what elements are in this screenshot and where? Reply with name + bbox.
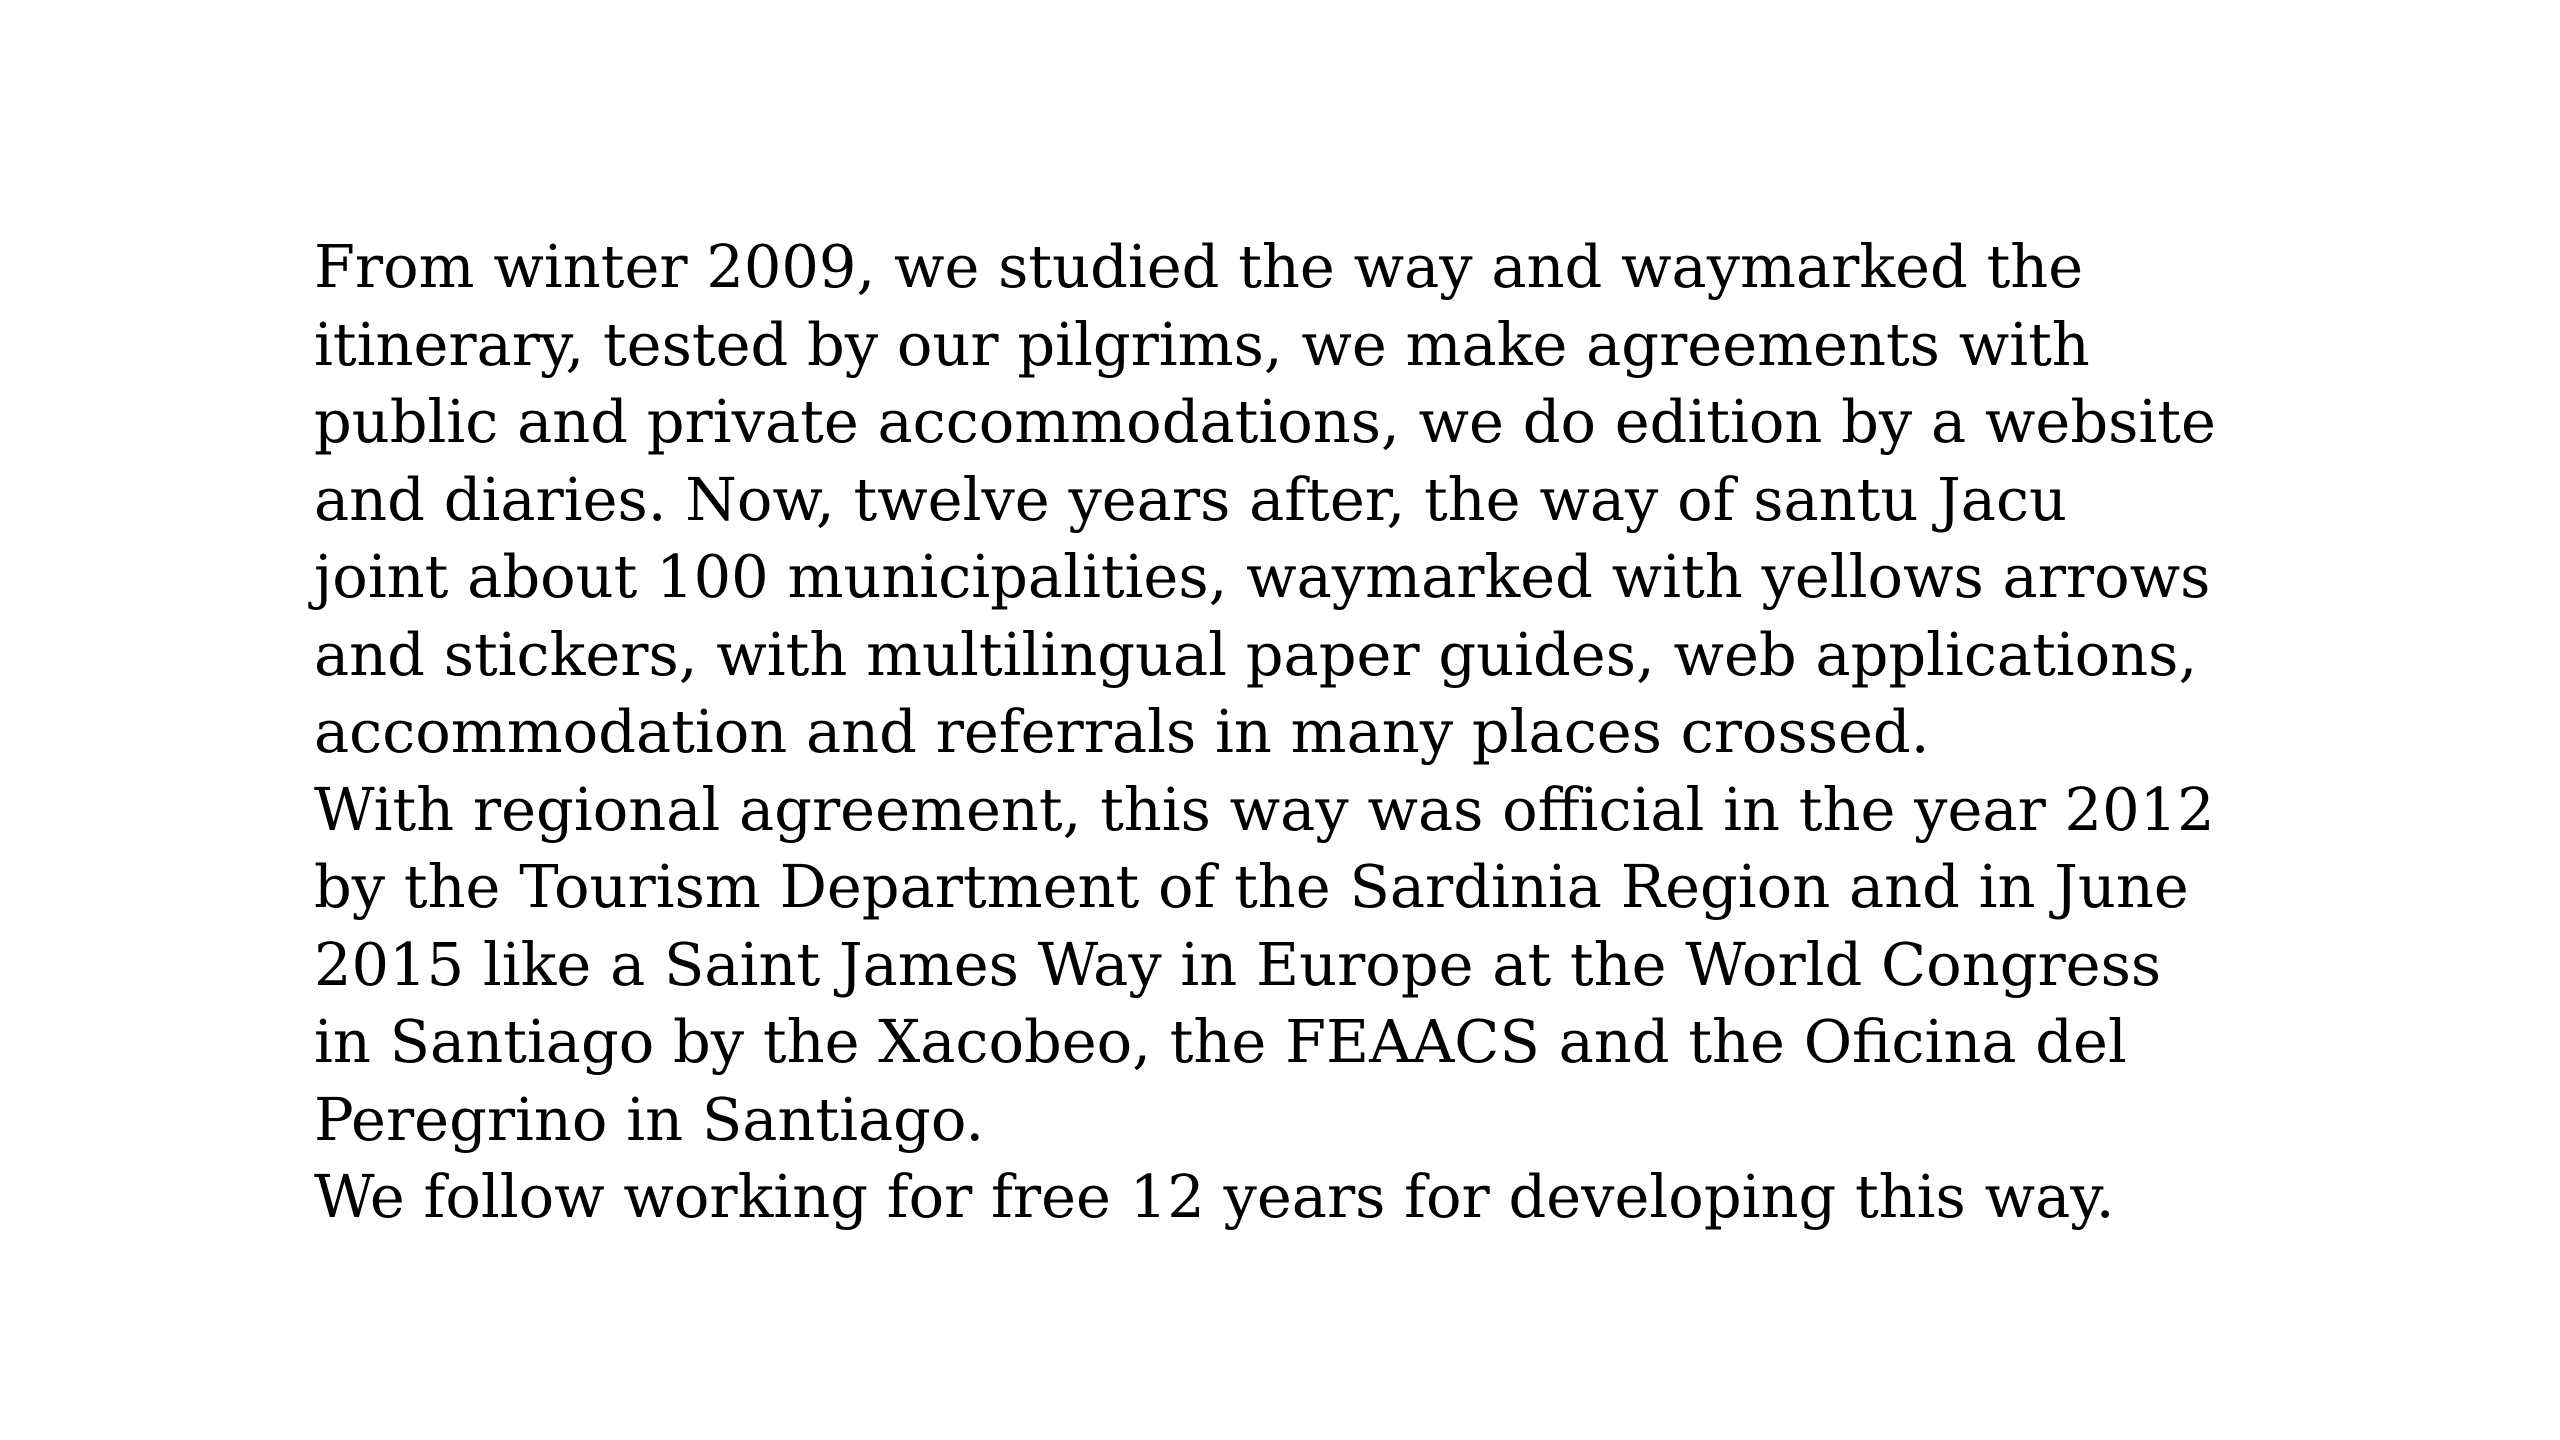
text-line: in Santiago by the Xacobeo, the FEAACS and the Oficina del: [314, 1007, 2127, 1076]
text-line: With regional agreement, this way was official in the year 2012: [314, 774, 2215, 844]
text-line: Peregrino in Santiago.: [314, 1084, 985, 1154]
body-text: [314, 228, 2414, 1236]
text-line: accommodation and referrals in many places crossed.: [314, 697, 1930, 766]
text-line: We follow working for free 12 years for developing this way.: [314, 1162, 2115, 1231]
text-line: itinerary, tested by our pilgrims, we make agreements with: [314, 309, 2090, 379]
text-line: and stickers, with multilingual paper guides, web applications,: [314, 619, 2198, 689]
text-line: by the Tourism Department of the Sardinia Region and in June: [314, 852, 2189, 921]
text-line: joint about 100 municipalities, waymarked with yellows arrows: [314, 542, 2211, 611]
text-line: From winter 2009, we studied the way and waymarked the: [314, 232, 2084, 301]
text-line: and diaries. Now, twelve years after, the way of santu Jacu: [314, 464, 2068, 534]
text-line: public and private accommodations, we do edition by a website: [314, 387, 2216, 456]
text-line: 2015 like a Saint James Way in Europe at the World Congress: [314, 929, 2162, 999]
